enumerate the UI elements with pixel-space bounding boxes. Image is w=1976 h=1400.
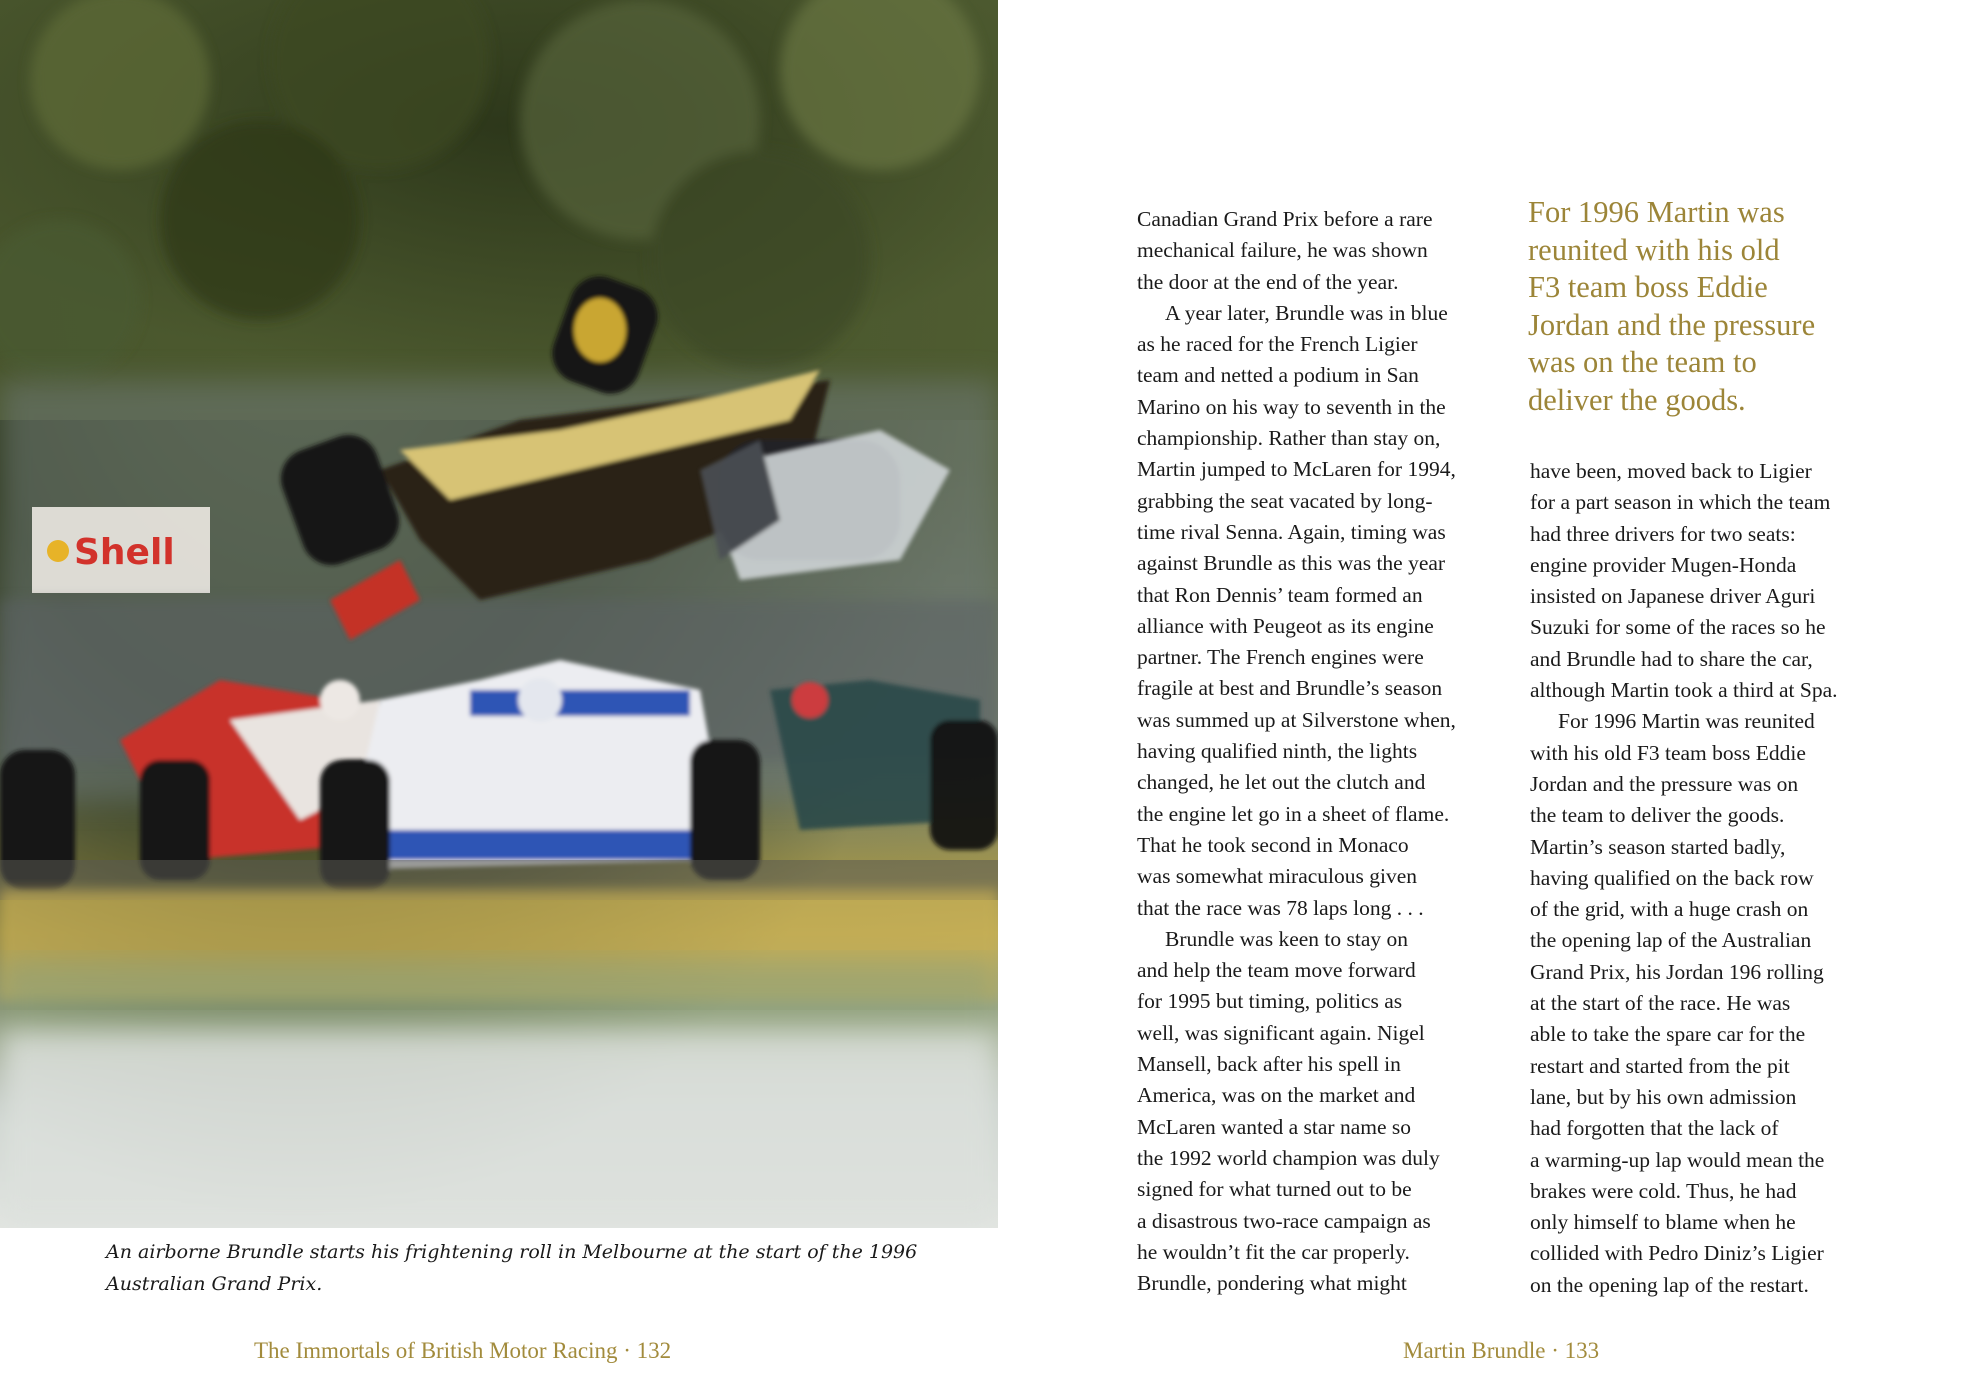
text-line: the team to deliver the goods. xyxy=(1530,803,1785,828)
text-line: insisted on Japanese driver Aguri xyxy=(1530,584,1816,609)
text-line: team and netted a podium in San xyxy=(1137,363,1419,388)
text-line: Martin jumped to McLaren for 1994, xyxy=(1137,457,1456,482)
text-line: America, was on the market and xyxy=(1137,1083,1416,1108)
text-line: engine provider Mugen-Honda xyxy=(1530,552,1797,577)
text-line: That he took second in Monaco xyxy=(1137,832,1409,857)
text-line: for 1995 but timing, politics as xyxy=(1137,989,1403,1014)
pull-quote-line: deliver the goods. xyxy=(1528,382,1746,417)
text-line: the engine let go in a sheet of flame. xyxy=(1137,801,1450,826)
text-line: for a part season in which the team xyxy=(1530,490,1831,515)
text-line: was summed up at Silverstone when, xyxy=(1137,707,1456,732)
text-line: signed for what turned out to be xyxy=(1137,1177,1412,1202)
text-line: lane, but by his own admission xyxy=(1530,1084,1797,1109)
text-line: For 1996 Martin was reunited xyxy=(1558,709,1815,734)
text-line: only himself to blame when he xyxy=(1530,1210,1796,1235)
text-line: on the opening lap of the restart. xyxy=(1530,1272,1809,1297)
text-line: and help the team move forward xyxy=(1137,958,1416,983)
text-line: fragile at best and Brundle’s season xyxy=(1137,676,1443,701)
text-line: having qualified on the back row xyxy=(1530,865,1814,890)
paragraph xyxy=(1137,924,1517,1300)
text-line: have been, moved back to Ligier xyxy=(1530,459,1812,483)
body-column-2 xyxy=(1530,456,1910,1301)
text-line: alliance with Peugeot as its engine xyxy=(1137,613,1434,638)
folio-right: Martin Brundle · 133 xyxy=(1403,1338,1600,1363)
text-line: he wouldn’t fit the car properly. xyxy=(1137,1239,1410,1264)
text-line: Marino on his way to seventh in the xyxy=(1137,394,1446,419)
text-line: Suzuki for some of the races so he xyxy=(1530,615,1826,640)
text-line: mechanical failure, he was shown xyxy=(1137,238,1428,263)
text-line: restart and started from the pit xyxy=(1530,1053,1790,1078)
text-line: a warming-up lap would mean the xyxy=(1530,1147,1825,1172)
paragraph xyxy=(1530,706,1910,1301)
text-line: the door at the end of the year. xyxy=(1137,269,1399,294)
folio-left: The Immortals of British Motor Racing · 132 xyxy=(254,1338,672,1363)
text-line: championship. Rather than stay on, xyxy=(1137,426,1441,451)
text-line: Canadian Grand Prix before a rare xyxy=(1137,207,1433,231)
text-line: A year later, Brundle was in blue xyxy=(1165,300,1448,325)
text-line: and Brundle had to share the car, xyxy=(1530,646,1813,671)
pull-quote-line: was on the team to xyxy=(1528,345,1757,379)
text-line: of the grid, with a huge crash on xyxy=(1530,897,1809,922)
text-line: Brundle was keen to stay on xyxy=(1165,926,1409,951)
paragraph xyxy=(1530,456,1910,706)
paragraph xyxy=(1137,204,1517,298)
text-line: the 1992 world champion was duly xyxy=(1137,1145,1440,1170)
text-line: was somewhat miraculous given xyxy=(1137,864,1418,889)
text-line: as he raced for the French Ligier xyxy=(1137,332,1418,357)
text-line: that the race was 78 laps long . . . xyxy=(1137,895,1424,920)
text-line: partner. The French engines were xyxy=(1137,645,1424,670)
text-line: at the start of the race. He was xyxy=(1530,991,1791,1016)
shell-banner-text: Shell xyxy=(74,532,175,573)
text-line: grabbing the seat vacated by long- xyxy=(1137,488,1433,513)
text-line: had three drivers for two seats: xyxy=(1530,521,1796,546)
paragraph xyxy=(1137,298,1517,924)
photo-illustration xyxy=(0,0,998,1228)
text-line: against Brundle as this was the year xyxy=(1137,551,1446,576)
pull-quote-line: F3 team boss Eddie xyxy=(1528,270,1768,304)
text-line: Grand Prix, his Jordan 196 rolling xyxy=(1530,959,1824,984)
text-line: having qualified ninth, the lights xyxy=(1137,739,1418,764)
shell-banner xyxy=(32,507,210,593)
text-line: changed, he let out the clutch and xyxy=(1137,770,1426,795)
text-line: brakes were cold. Thus, he had xyxy=(1530,1178,1797,1203)
text-line: although Martin took a third at Spa. xyxy=(1530,678,1838,703)
pull-quote-line: For 1996 Martin was xyxy=(1528,195,1785,229)
text-line: well, was significant again. Nigel xyxy=(1137,1020,1425,1045)
photo-caption: An airborne Brundle starts his frightening roll in Melbourne at the start of the 1996 Australian Grand Prix. xyxy=(106,1241,918,1295)
text-line: a disastrous two-race campaign as xyxy=(1137,1208,1431,1233)
pull-quote-line: Jordan and the pressure xyxy=(1528,307,1816,342)
text-line: with his old F3 team boss Eddie xyxy=(1530,740,1806,765)
text-line: Mansell, back after his spell in xyxy=(1137,1052,1401,1077)
pull-quote xyxy=(1528,194,1928,419)
text-line: the opening lap of the Australian xyxy=(1530,928,1812,953)
text-line: time rival Senna. Again, timing was xyxy=(1137,519,1446,544)
text-line: Martin’s season started badly, xyxy=(1530,834,1786,859)
text-line: that Ron Dennis’ team formed an xyxy=(1137,582,1423,607)
text-line: collided with Pedro Diniz’s Ligier xyxy=(1530,1241,1824,1266)
text-line: McLaren wanted a star name so xyxy=(1137,1114,1412,1139)
race-crash-photo xyxy=(0,0,998,1228)
body-column-1 xyxy=(1137,204,1517,1299)
text-line: able to take the spare car for the xyxy=(1530,1022,1806,1047)
text-line: Brundle, pondering what might xyxy=(1137,1271,1407,1296)
text-line: Jordan and the pressure was on xyxy=(1530,771,1799,796)
text-line: had forgotten that the lack of xyxy=(1530,1116,1779,1141)
pull-quote-line: reunited with his old xyxy=(1528,232,1780,267)
